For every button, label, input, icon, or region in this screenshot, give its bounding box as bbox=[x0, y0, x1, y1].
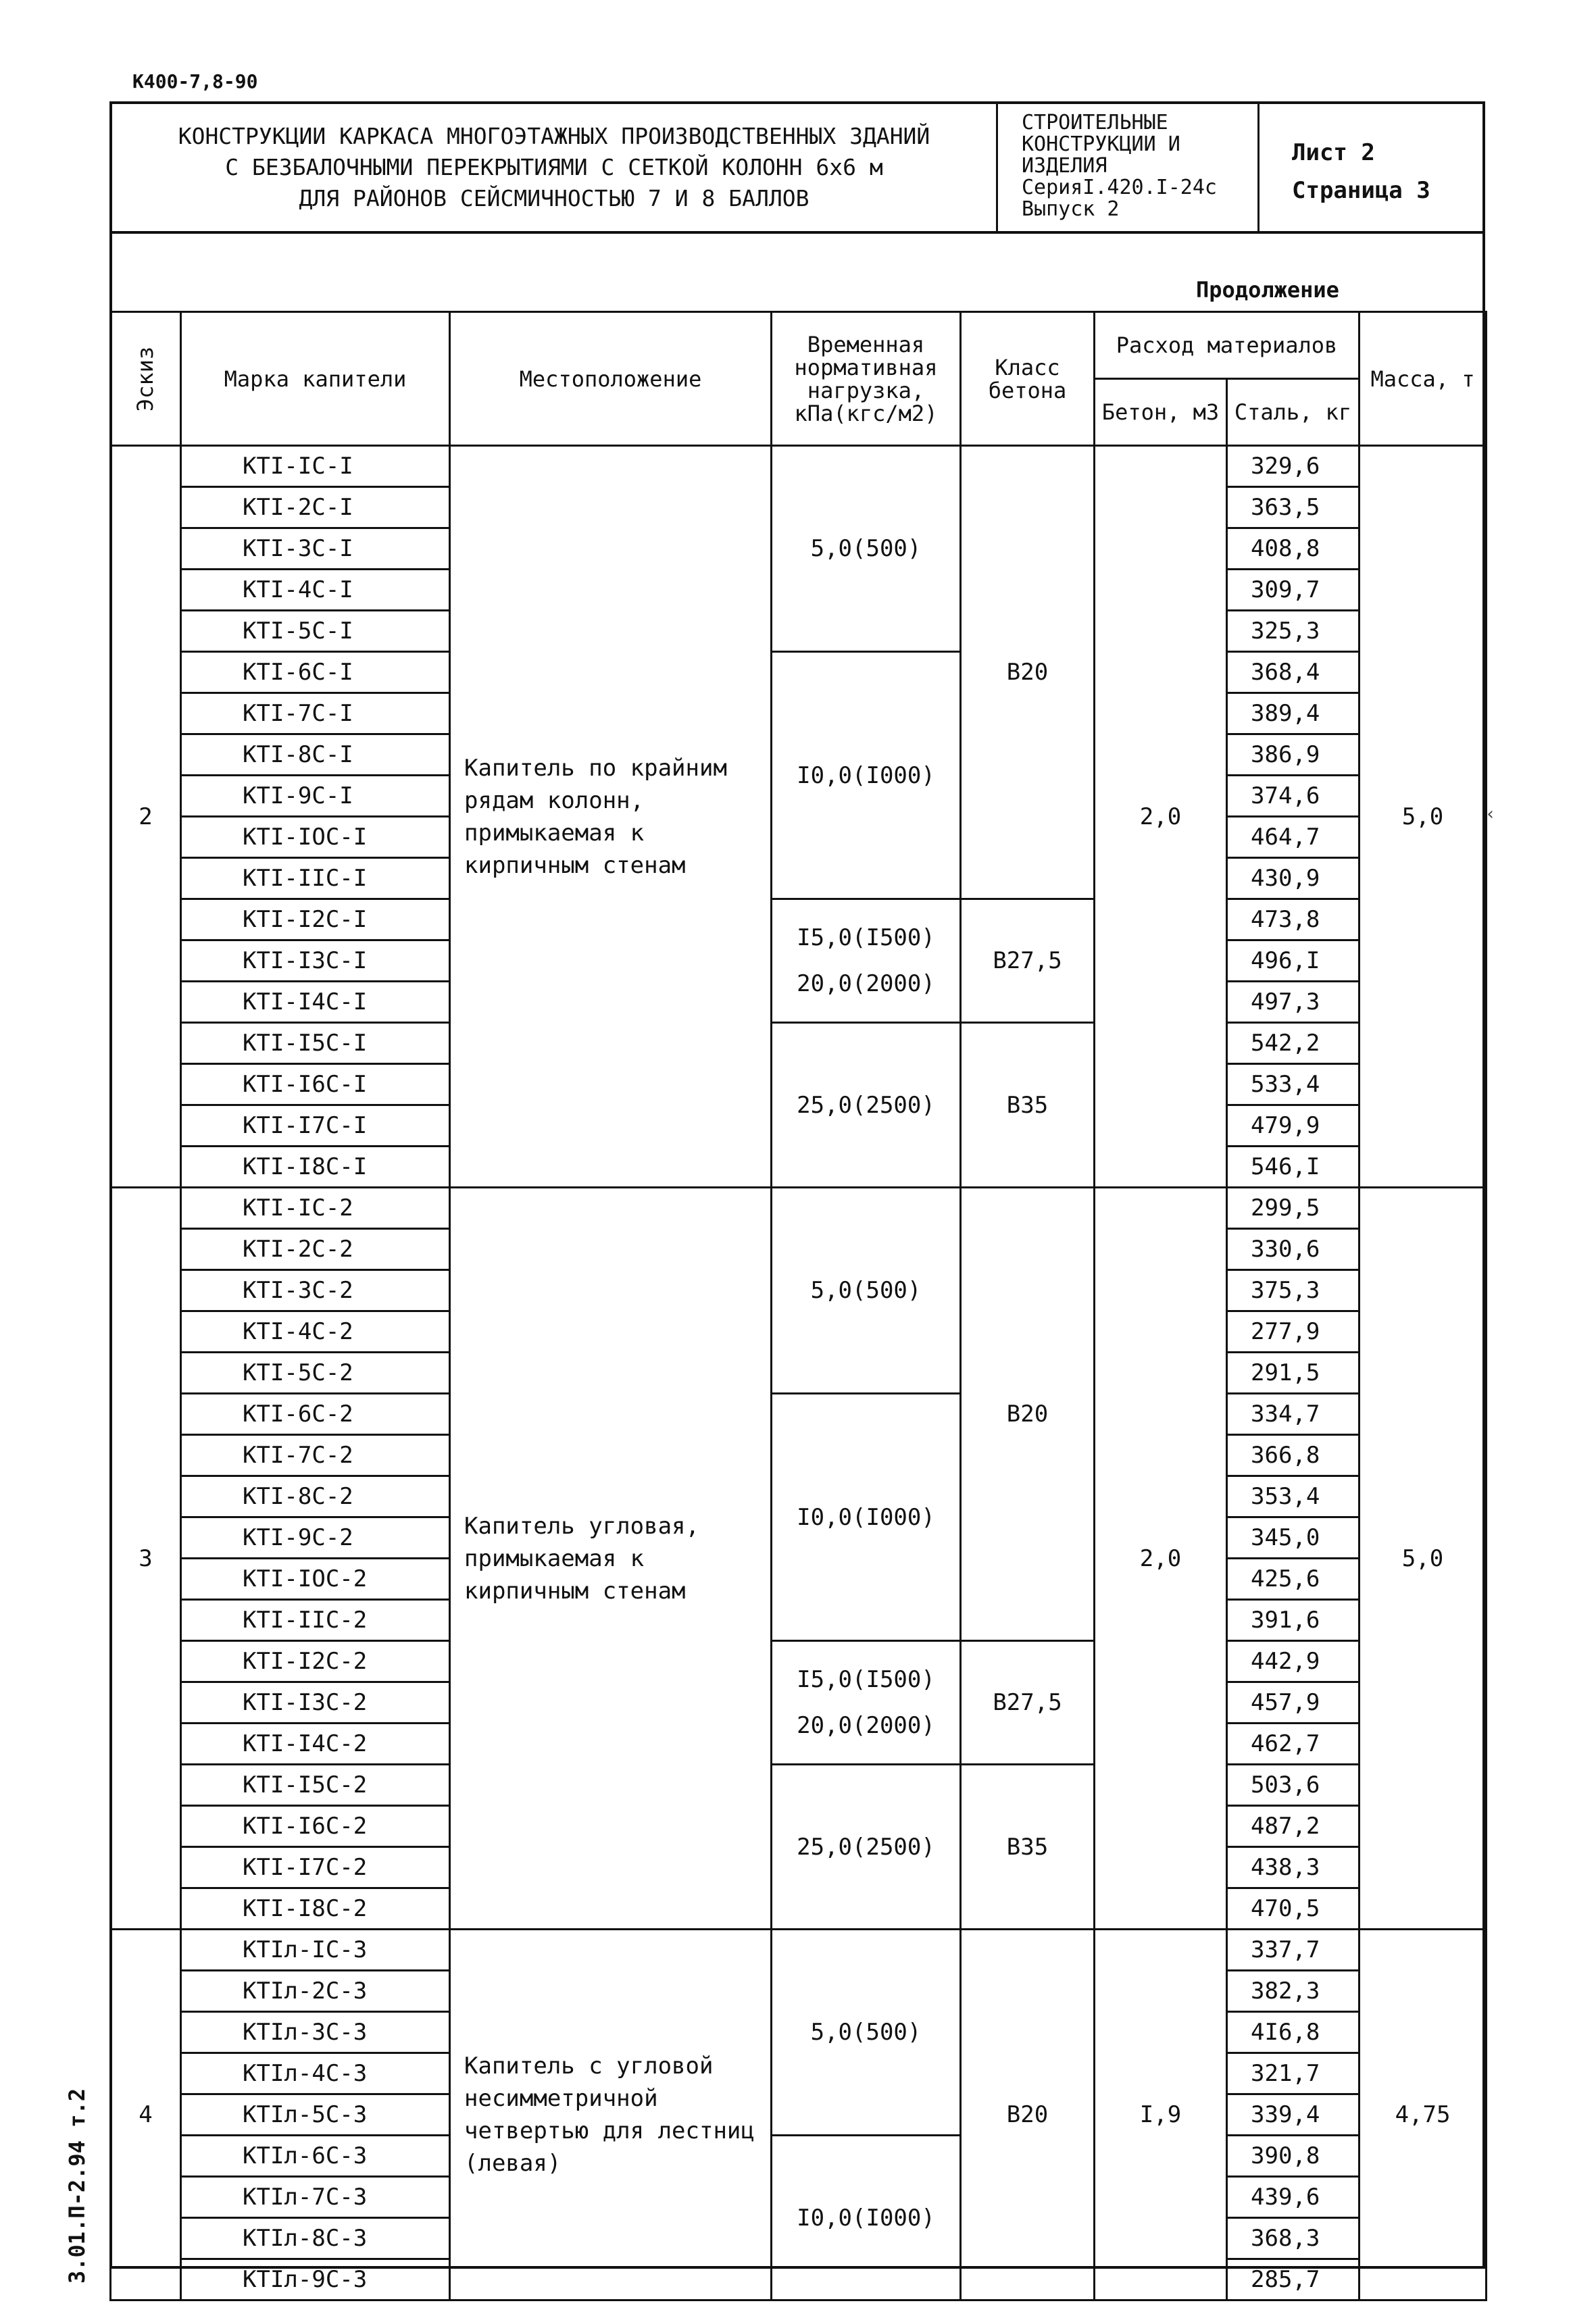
capital-mark: КТI-I4С-I bbox=[181, 982, 450, 1023]
steel-amount: 337,7 bbox=[1227, 1930, 1360, 1971]
concrete-class: В20 bbox=[961, 1188, 1095, 1641]
steel-amount: 334,7 bbox=[1227, 1394, 1360, 1435]
capital-mark: КТI-IIС-I bbox=[181, 858, 450, 899]
col-concrete-class: Класс бетона bbox=[961, 312, 1095, 446]
sheet-number: Лист 2 bbox=[1292, 139, 1375, 166]
table-row bbox=[111, 652, 1487, 693]
steel-amount: 353,4 bbox=[1227, 1476, 1360, 1517]
title-line: ДЛЯ РАЙОНОВ СЕЙСМИЧНОСТЬЮ 7 И 8 БАЛЛОВ bbox=[299, 185, 809, 211]
steel-amount: 345,0 bbox=[1227, 1517, 1360, 1559]
concrete-class: В35 bbox=[961, 1023, 1095, 1188]
capital-mark: КТI-I3С-I bbox=[181, 940, 450, 982]
capitals-table bbox=[109, 311, 1487, 2301]
steel-amount: 442,9 bbox=[1227, 1641, 1360, 1682]
col-materials: Расход материалов bbox=[1095, 312, 1360, 379]
capital-mark: КТI-IОС-2 bbox=[181, 1559, 450, 1600]
load-value: 5,0(500) bbox=[772, 446, 961, 652]
capital-mark: КТI-7С-2 bbox=[181, 1435, 450, 1476]
load-value: 5,0(500) bbox=[772, 1930, 961, 2136]
load-value: I5,0(I500) 20,0(2000) bbox=[772, 899, 961, 1023]
load-value: 25,0(2500) bbox=[772, 1765, 961, 1930]
col-location: Местоположение bbox=[450, 312, 772, 446]
steel-amount: 366,8 bbox=[1227, 1435, 1360, 1476]
steel-amount: 321,7 bbox=[1227, 2053, 1360, 2094]
steel-amount: 546,I bbox=[1227, 1147, 1360, 1188]
capital-mark: КТI-2С-2 bbox=[181, 1229, 450, 1270]
capital-mark: КТI-4С-I bbox=[181, 570, 450, 611]
title-line: С БЕЗБАЛОЧНЫМИ ПЕРЕКРЫТИЯМИ С СЕТКОЙ КОЛОНН 6х6 м bbox=[225, 154, 883, 180]
capital-mark: КТI-I2С-I bbox=[181, 899, 450, 940]
capital-mark: КТI-8С-I bbox=[181, 734, 450, 776]
capital-mark: КТI-I6С-2 bbox=[181, 1806, 450, 1847]
capital-mark: КТIл-IС-3 bbox=[181, 1930, 450, 1971]
steel-amount: 533,4 bbox=[1227, 1064, 1360, 1105]
capital-mark: КТI-I5С-I bbox=[181, 1023, 450, 1064]
capital-mark: КТI-I3С-2 bbox=[181, 1682, 450, 1724]
concrete-class: В35 bbox=[961, 1765, 1095, 1930]
capital-mark: КТI-9С-I bbox=[181, 776, 450, 817]
col-steel: Сталь, кг bbox=[1227, 379, 1360, 446]
series-line: ИЗДЕЛИЯ bbox=[1022, 154, 1107, 178]
steel-amount: 291,5 bbox=[1227, 1353, 1360, 1394]
steel-amount: 375,3 bbox=[1227, 1270, 1360, 1311]
capital-mark: КТI-I4С-2 bbox=[181, 1724, 450, 1765]
load-value: 5,0(500) bbox=[772, 1188, 961, 1394]
steel-amount: 329,6 bbox=[1227, 446, 1360, 487]
page-number: Страница 3 bbox=[1292, 177, 1430, 204]
table-row bbox=[111, 1188, 1487, 1229]
capital-mark: КТI-I7С-I bbox=[181, 1105, 450, 1147]
steel-amount: 309,7 bbox=[1227, 570, 1360, 611]
capital-mark: КТI-3С-2 bbox=[181, 1270, 450, 1311]
title-block bbox=[109, 101, 1485, 234]
capital-mark: КТIл-5С-3 bbox=[181, 2094, 450, 2136]
capital-mark: КТI-5С-I bbox=[181, 611, 450, 652]
capital-mark: КТIл-9С-3 bbox=[181, 2259, 450, 2300]
steel-amount: 439,6 bbox=[1227, 2177, 1360, 2218]
load-value: I0,0(I000) bbox=[772, 1394, 961, 1641]
location-description: Капитель с угловой несимметричной четвертью для лестниц (левая) bbox=[450, 1930, 772, 2300]
steel-amount: 325,3 bbox=[1227, 611, 1360, 652]
capital-mark: КТI-IОС-I bbox=[181, 817, 450, 858]
mass-value: 5,0 bbox=[1360, 446, 1487, 1188]
capital-mark: КТI-I7С-2 bbox=[181, 1847, 450, 1888]
steel-amount: 470,5 bbox=[1227, 1888, 1360, 1930]
col-sketch bbox=[111, 312, 181, 446]
load-value: I5,0(I500) 20,0(2000) bbox=[772, 1641, 961, 1765]
table-row bbox=[111, 1394, 1487, 1435]
stray-mark: ‹ bbox=[1485, 804, 1496, 824]
capital-mark: КТI-6С-I bbox=[181, 652, 450, 693]
series-line: СерияI.420.I-24с bbox=[1022, 176, 1217, 199]
concrete-volume: I,9 bbox=[1095, 1930, 1227, 2300]
sketch-number: 4 bbox=[111, 1930, 181, 2300]
steel-amount: 438,3 bbox=[1227, 1847, 1360, 1888]
capital-mark: КТI-IС-2 bbox=[181, 1188, 450, 1229]
location-description: Капитель по крайним рядам колонн, примыкаемая к кирпичным стенам bbox=[450, 446, 772, 1188]
capital-mark: КТI-I2С-2 bbox=[181, 1641, 450, 1682]
table-row bbox=[111, 1765, 1487, 1806]
table-row bbox=[111, 1023, 1487, 1064]
steel-amount: 487,2 bbox=[1227, 1806, 1360, 1847]
capital-mark: КТI-4С-2 bbox=[181, 1311, 450, 1353]
steel-amount: 330,6 bbox=[1227, 1229, 1360, 1270]
capital-mark: КТI-7С-I bbox=[181, 693, 450, 734]
series-info bbox=[996, 104, 1260, 231]
col-mass: Масса, т bbox=[1360, 312, 1487, 446]
capital-mark: КТI-9С-2 bbox=[181, 1517, 450, 1559]
table-row bbox=[111, 1930, 1487, 1971]
capital-mark: КТIл-3С-3 bbox=[181, 2012, 450, 2053]
series-line: КОНСТРУКЦИИ И bbox=[1022, 132, 1180, 156]
capital-mark: КТI-6С-2 bbox=[181, 1394, 450, 1435]
table-row bbox=[111, 446, 1487, 487]
steel-amount: 339,4 bbox=[1227, 2094, 1360, 2136]
capital-mark: КТI-I5С-2 bbox=[181, 1765, 450, 1806]
concrete-class: В27,5 bbox=[961, 1641, 1095, 1765]
steel-amount: 503,6 bbox=[1227, 1765, 1360, 1806]
title-line: КОНСТРУКЦИИ КАРКАСА МНОГОЭТАЖНЫХ ПРОИЗВОДСТВЕННЫХ ЗДАНИЙ bbox=[178, 123, 930, 149]
load-value: I0,0(I000) bbox=[772, 2136, 961, 2300]
side-stamp: 3.01.П-2.94 т.2 bbox=[64, 2088, 90, 2284]
header-row bbox=[111, 312, 1487, 379]
steel-amount: 542,2 bbox=[1227, 1023, 1360, 1064]
steel-amount: 496,I bbox=[1227, 940, 1360, 982]
capital-mark: КТI-IС-I bbox=[181, 446, 450, 487]
document-code: К400-7,8-90 bbox=[132, 70, 258, 93]
steel-amount: 425,6 bbox=[1227, 1559, 1360, 1600]
location-description: Капитель угловая, примыкаемая к кирпичным стенам bbox=[450, 1188, 772, 1930]
steel-amount: 473,8 bbox=[1227, 899, 1360, 940]
concrete-class: В20 bbox=[961, 446, 1095, 899]
document-title bbox=[112, 104, 998, 231]
steel-amount: 479,9 bbox=[1227, 1105, 1360, 1147]
sheet-info bbox=[1260, 104, 1482, 231]
continuation-label: Продолжение bbox=[1196, 277, 1339, 303]
steel-amount: 497,3 bbox=[1227, 982, 1360, 1023]
capital-mark: КТIл-4С-3 bbox=[181, 2053, 450, 2094]
mass-value: 4,75 bbox=[1360, 1930, 1487, 2300]
mass-value: 5,0 bbox=[1360, 1188, 1487, 1930]
col-load: Временная нормативная нагрузка, кПа(кгс/м2) bbox=[772, 312, 961, 446]
steel-amount: 382,3 bbox=[1227, 1971, 1360, 2012]
capital-mark: КТI-8С-2 bbox=[181, 1476, 450, 1517]
load-value: 25,0(2500) bbox=[772, 1023, 961, 1188]
capital-mark: КТI-IIС-2 bbox=[181, 1600, 450, 1641]
capital-mark: КТI-5С-2 bbox=[181, 1353, 450, 1394]
table-row bbox=[111, 2136, 1487, 2177]
series-line: СТРОИТЕЛЬНЫЕ bbox=[1022, 111, 1168, 134]
steel-amount: 368,3 bbox=[1227, 2218, 1360, 2259]
sketch-number: 3 bbox=[111, 1188, 181, 1930]
table-row bbox=[111, 899, 1487, 940]
steel-amount: 457,9 bbox=[1227, 1682, 1360, 1724]
load-value: I0,0(I000) bbox=[772, 652, 961, 899]
col-mark: Марка капители bbox=[181, 312, 450, 446]
concrete-volume: 2,0 bbox=[1095, 446, 1227, 1188]
steel-amount: 430,9 bbox=[1227, 858, 1360, 899]
concrete-class: В27,5 bbox=[961, 899, 1095, 1023]
capital-mark: КТIл-8С-3 bbox=[181, 2218, 450, 2259]
sketch-number: 2 bbox=[111, 446, 181, 1188]
concrete-class: В20 bbox=[961, 1930, 1095, 2300]
col-concrete-volume: Бетон, м3 bbox=[1095, 379, 1227, 446]
steel-amount: 4I6,8 bbox=[1227, 2012, 1360, 2053]
steel-amount: 408,8 bbox=[1227, 528, 1360, 570]
series-line: Выпуск 2 bbox=[1022, 197, 1120, 221]
capital-mark: КТIл-6С-3 bbox=[181, 2136, 450, 2177]
capital-mark: КТI-3С-I bbox=[181, 528, 450, 570]
table-row bbox=[111, 1641, 1487, 1682]
capital-mark: КТIл-2С-3 bbox=[181, 1971, 450, 2012]
col-sketch-label: Эскиз bbox=[132, 346, 159, 411]
capital-mark: КТI-I6С-I bbox=[181, 1064, 450, 1105]
steel-amount: 389,4 bbox=[1227, 693, 1360, 734]
capital-mark: КТI-I8С-2 bbox=[181, 1888, 450, 1930]
capital-mark: КТI-2С-I bbox=[181, 487, 450, 528]
capital-mark: КТI-I8С-I bbox=[181, 1147, 450, 1188]
steel-amount: 464,7 bbox=[1227, 817, 1360, 858]
steel-amount: 391,6 bbox=[1227, 1600, 1360, 1641]
steel-amount: 462,7 bbox=[1227, 1724, 1360, 1765]
steel-amount: 285,7 bbox=[1227, 2259, 1360, 2300]
steel-amount: 363,5 bbox=[1227, 487, 1360, 528]
concrete-volume: 2,0 bbox=[1095, 1188, 1227, 1930]
capital-mark: КТIл-7С-3 bbox=[181, 2177, 450, 2218]
steel-amount: 390,8 bbox=[1227, 2136, 1360, 2177]
steel-amount: 374,6 bbox=[1227, 776, 1360, 817]
steel-amount: 299,5 bbox=[1227, 1188, 1360, 1229]
steel-amount: 386,9 bbox=[1227, 734, 1360, 776]
steel-amount: 277,9 bbox=[1227, 1311, 1360, 1353]
steel-amount: 368,4 bbox=[1227, 652, 1360, 693]
